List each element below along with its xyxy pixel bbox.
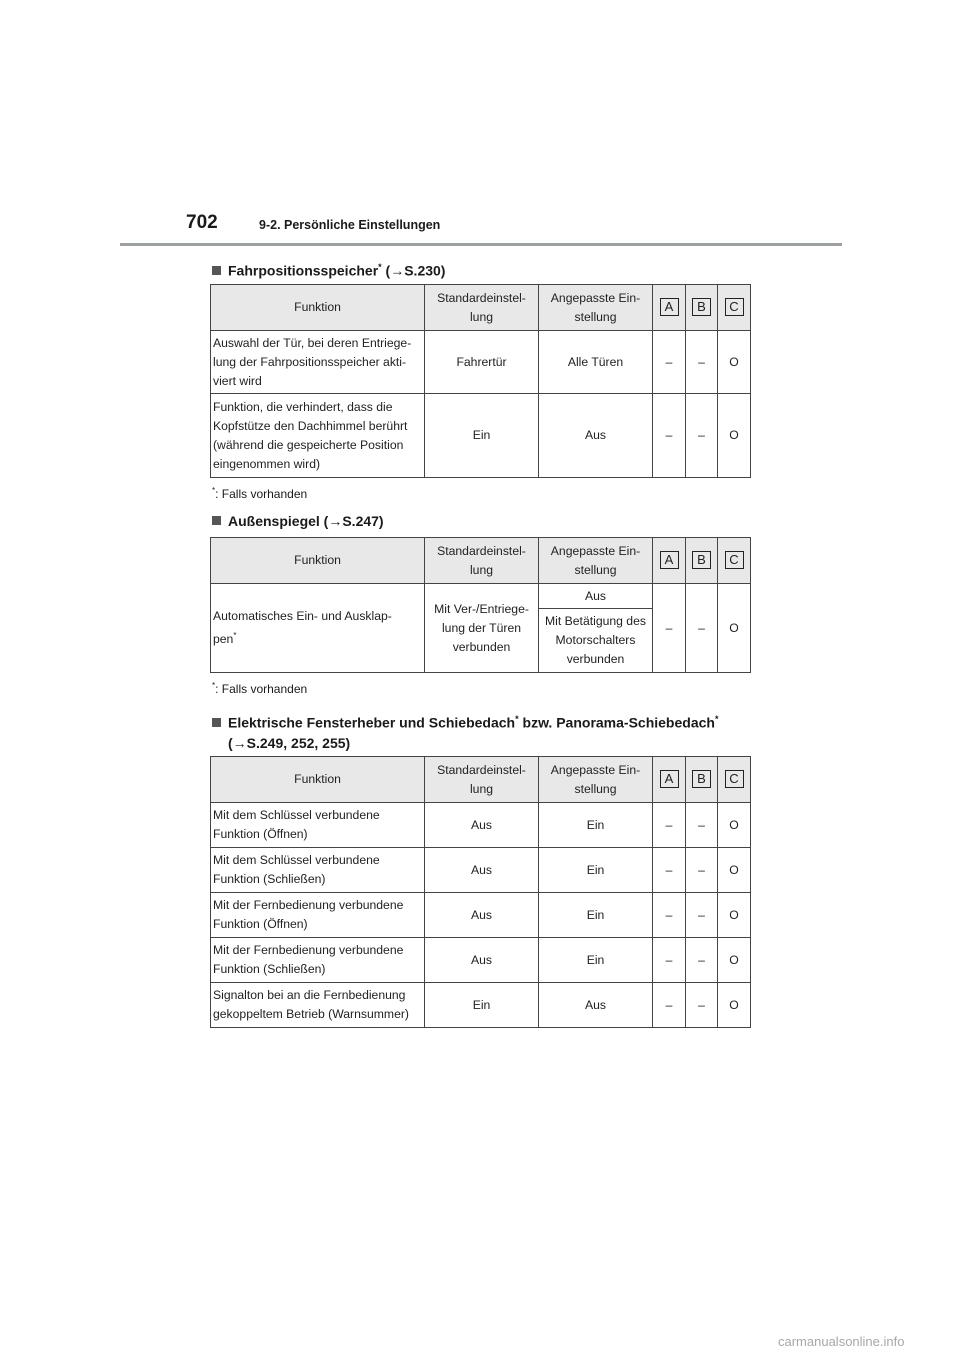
page-number: 702: [186, 212, 218, 233]
watermark: carmanualsonline.info: [778, 1334, 905, 1349]
badge-a: A: [660, 770, 679, 788]
col-a: [653, 538, 686, 584]
col-c: [718, 538, 751, 584]
table-header-row: [211, 538, 751, 584]
col-standard: Standardeinstel- lung: [425, 538, 539, 584]
badge-b: B: [692, 770, 711, 788]
badge-a: A: [660, 551, 679, 569]
square-bullet-icon: [212, 718, 221, 727]
table-header-row: [211, 757, 751, 803]
table-row: Auswahl der Tür, bei deren Entriege- lung der Fahrpositionsspeicher akti- viert wird Fahrertür Alle Türen – – O: [211, 331, 751, 394]
col-funktion: Funktion: [211, 538, 425, 584]
col-angepasst: Angepasste Ein- stellung: [539, 285, 653, 331]
heading-fahrpositionsspeicher: Fahrpositionsspeicher* (→S.230): [212, 257, 445, 281]
table-row: Signalton bei an die Fernbedienung gekoppeltem Betrieb (Warnsummer) Ein Aus – – O: [211, 983, 751, 1028]
col-c: [718, 757, 751, 803]
table-row: Funktion, die verhindert, dass die Kopfstütze den Dachhimmel berührt (während die gespeicherte Position eingenommen wird) Ein Aus – – O: [211, 394, 751, 478]
col-c: [718, 285, 751, 331]
col-angepasst: Angepasste Ein- stellung: [539, 757, 653, 803]
col-b: [686, 757, 718, 803]
badge-c: C: [725, 770, 744, 788]
badge-b: B: [692, 298, 711, 316]
col-b: [686, 285, 718, 331]
table-fahrpositionsspeicher: [210, 284, 751, 478]
badge-a: A: [660, 298, 679, 316]
table-row: Mit dem Schlüssel verbundene Funktion (Öffnen) Aus Ein – – O: [211, 803, 751, 848]
table-row: Mit der Fernbedienung verbundene Funktion (Schließen) Aus Ein – – O: [211, 938, 751, 983]
table-header-row: [211, 285, 751, 331]
square-bullet-icon: [212, 516, 221, 525]
table-row: Mit Betätigung des Motorschalters verbunden: [211, 609, 751, 673]
table-row: Mit dem Schlüssel verbundene Funktion (Schließen) Aus Ein – – O: [211, 848, 751, 893]
col-a: [653, 285, 686, 331]
col-angepasst: Angepasste Ein- stellung: [539, 538, 653, 584]
footnote-section1: *: Falls vorhanden: [212, 486, 308, 501]
table-fensterheber: [210, 756, 751, 1028]
square-bullet-icon: [212, 266, 221, 275]
badge-b: B: [692, 551, 711, 569]
col-funktion: Funktion: [211, 757, 425, 803]
header-divider: [120, 243, 842, 246]
col-a: [653, 757, 686, 803]
col-standard: Standardeinstel- lung: [425, 285, 539, 331]
heading-fensterheber: Elektrische Fensterheber und Schiebedach* bzw. Panorama-Schiebedach* (→S.249, 252, 255): [212, 709, 718, 753]
section-title: 9-2. Persönliche Einstellungen: [259, 218, 441, 232]
col-funktion: Funktion: [211, 285, 425, 331]
footnote-section2: *: Falls vorhanden: [212, 681, 308, 696]
badge-c: C: [725, 551, 744, 569]
page-header: [120, 212, 842, 246]
badge-c: C: [725, 298, 744, 316]
table-row: Mit der Fernbedienung verbundene Funktion (Öffnen) Aus Ein – – O: [211, 893, 751, 938]
table-aussenspiegel: [210, 537, 751, 673]
col-b: [686, 538, 718, 584]
heading-aussenspiegel: Außenspiegel (→S.247): [212, 511, 384, 531]
col-standard: Standardeinstel- lung: [425, 757, 539, 803]
table-row: Automatisches Ein- und Ausklap- pen* Mit Ver-/Entriege- lung der Türen verbunden Aus – – O: [211, 584, 751, 609]
